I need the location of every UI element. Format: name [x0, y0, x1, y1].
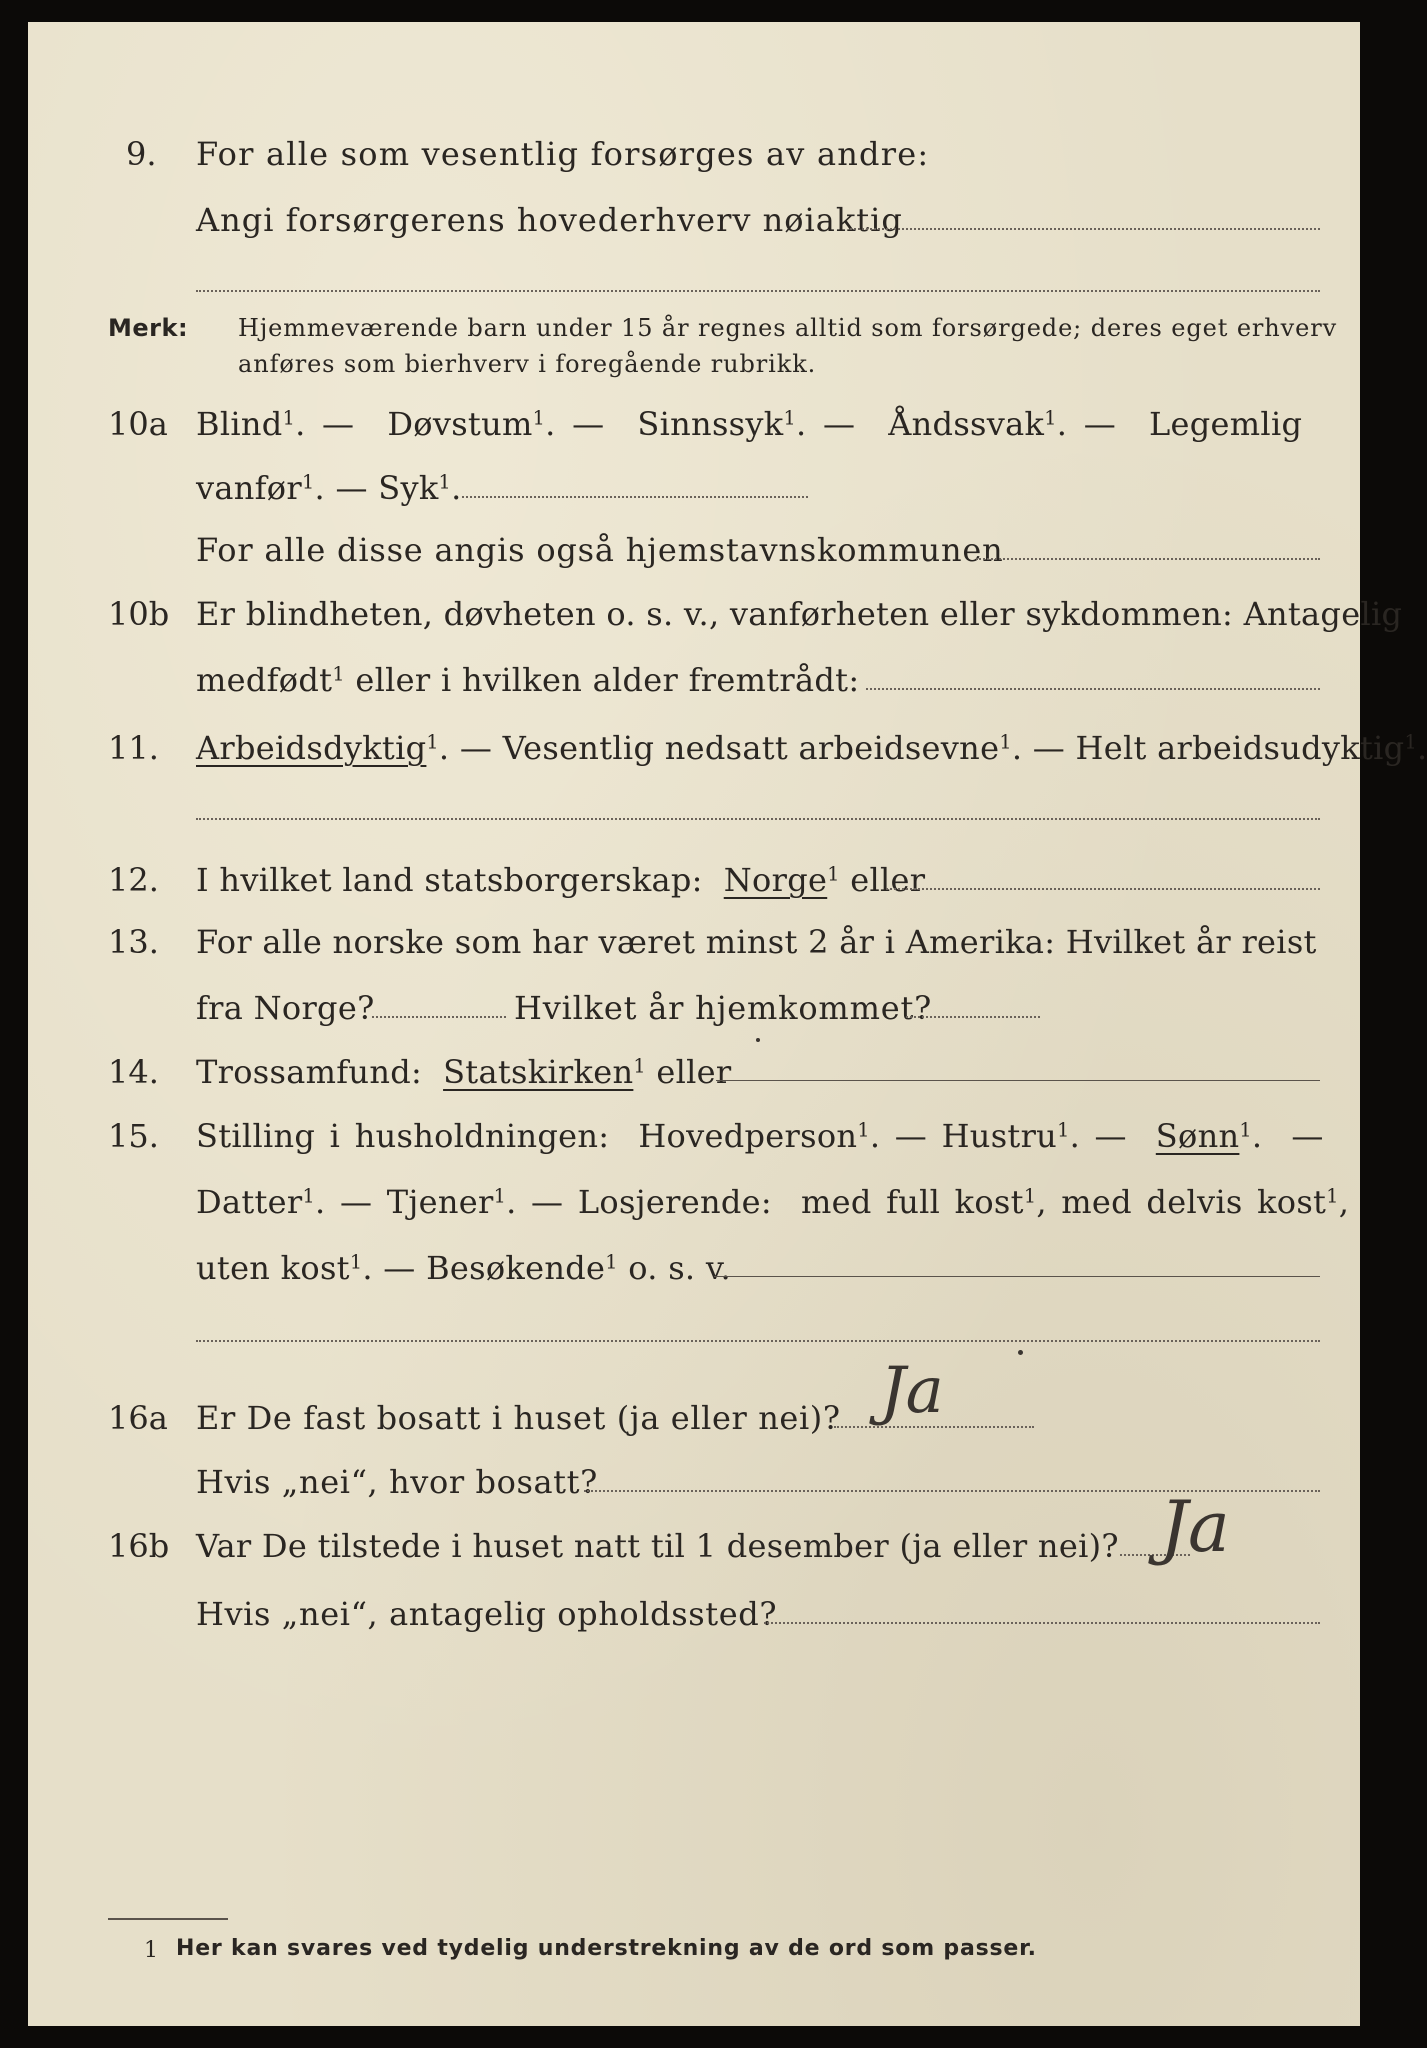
q10a-line2: vanfør$^1$. — Syk$^1$.	[196, 469, 462, 507]
q16a-line2: Hvis „nei“, hvor bosatt?	[196, 1463, 598, 1501]
merk-label: Merk:	[108, 314, 189, 342]
q13-line2-a: fra Norge?	[196, 989, 375, 1027]
q11-answer-line	[196, 818, 1320, 820]
q13-hjem-line	[906, 1016, 1040, 1018]
q14-line1: Trossamfund: Statskirken$^1$ eller	[196, 1053, 732, 1091]
q16a-line1: Er De fast bosatt i huset (ja eller nei)?	[196, 1399, 841, 1437]
q15-answer-line	[714, 1276, 1320, 1277]
q9-line2: Angi forsørgerens hovederhverv nøiaktig	[196, 201, 903, 239]
q15-sonn-underlined: Sønn	[1155, 1117, 1240, 1155]
q13-reist-line	[372, 1016, 506, 1018]
q10a-line3: For alle disse angis også hjemstavnskommunen	[196, 531, 1004, 569]
footnote-text: Her kan svares ved tydelig understrekning av de ord som passer.	[176, 1936, 1037, 1961]
q15-line2: Datter$^1$. — Tjener$^1$. — Losjerende: med full kost$^1$, med delvis kost$^1$,	[196, 1183, 1350, 1221]
q15-line3: uten kost$^1$. — Besøkende$^1$ o. s. v.	[196, 1249, 731, 1287]
q9-line1: For alle som vesentlig forsørges av andre:	[196, 135, 930, 173]
census-form-page	[28, 22, 1427, 2026]
q12-line1: I hvilket land statsborgerskap: Norge$^1$ eller	[196, 861, 926, 899]
q13-line1: For alle norske som har været minst 2 år i Amerika: Hvilket år reist	[196, 923, 1317, 961]
q16b-opholdssted-line	[764, 1622, 1320, 1624]
footnote-separator	[108, 1918, 228, 1920]
q10a-number: 10a	[108, 405, 168, 443]
q16a-number: 16a	[108, 1399, 168, 1437]
q14-answer-line	[716, 1080, 1320, 1081]
q9-answer-line-2	[196, 290, 1320, 292]
q15-answer-line-2	[196, 1340, 1320, 1342]
q16b-number: 16b	[108, 1527, 170, 1565]
q16b-line1: Var De tilstede i huset natt til 1 desember (ja eller nei)?	[196, 1527, 1119, 1565]
merk-line1: Hjemmeværende barn under 15 år regnes alltid som forsørgede; deres eget erhverv	[238, 314, 1338, 342]
q10a-answer-line	[462, 496, 808, 498]
footnote-mark: 1	[144, 1938, 159, 1963]
q13-line2-b: Hvilket år hjemkommet?	[514, 989, 933, 1027]
ink-speck	[756, 1038, 760, 1042]
q10b-answer-line	[866, 688, 1320, 690]
q12-number: 12.	[108, 861, 159, 899]
q14-number: 14.	[108, 1053, 159, 1091]
q16b-handwritten-answer: Ja	[1160, 1486, 1230, 1568]
q10b-number: 10b	[108, 595, 170, 633]
q11-number: 11.	[108, 729, 159, 767]
q9-answer-line	[850, 228, 1320, 230]
q12-norge-underlined: Norge	[723, 861, 828, 899]
q11-arbeidsdyktig-underlined: Arbeidsdyktig	[196, 729, 427, 767]
q10a-kommune-line	[976, 558, 1320, 560]
q13-number: 13.	[108, 923, 159, 961]
q12-answer-line	[886, 888, 1320, 890]
q16b-line2: Hvis „nei“, antagelig opholdssted?	[196, 1595, 778, 1633]
q15-line1: Stilling i husholdningen: Hovedperson$^1$. — Hustru$^1$. — Sønn$^1$. —	[196, 1117, 1324, 1155]
q11-line1: Arbeidsdyktig$^1$. — Vesentlig nedsatt arbeidsevne$^1$. — Helt arbeidsudyktig$^1$.	[196, 729, 1427, 767]
q10b-line1: Er blindheten, døvheten o. s. v., vanførheten eller sykdommen: Antagelig	[196, 595, 1403, 633]
q10a-line1: Blind$^1$. — Døvstum$^1$. — Sinnssyk$^1$. — Åndssvak$^1$. — Legemlig	[196, 405, 1303, 443]
q15-number: 15.	[108, 1117, 159, 1155]
q14-statskirken-underlined: Statskirken	[443, 1053, 634, 1091]
q16a-handwritten-answer: Ja	[880, 1354, 944, 1428]
merk-line2: anføres som bierhverv i foregående rubrikk.	[238, 350, 817, 378]
q9-number: 9.	[126, 135, 157, 173]
q10b-line2: medfødt$^1$ eller i hvilken alder fremtrådt:	[196, 661, 860, 699]
ink-speck	[1018, 1350, 1023, 1355]
